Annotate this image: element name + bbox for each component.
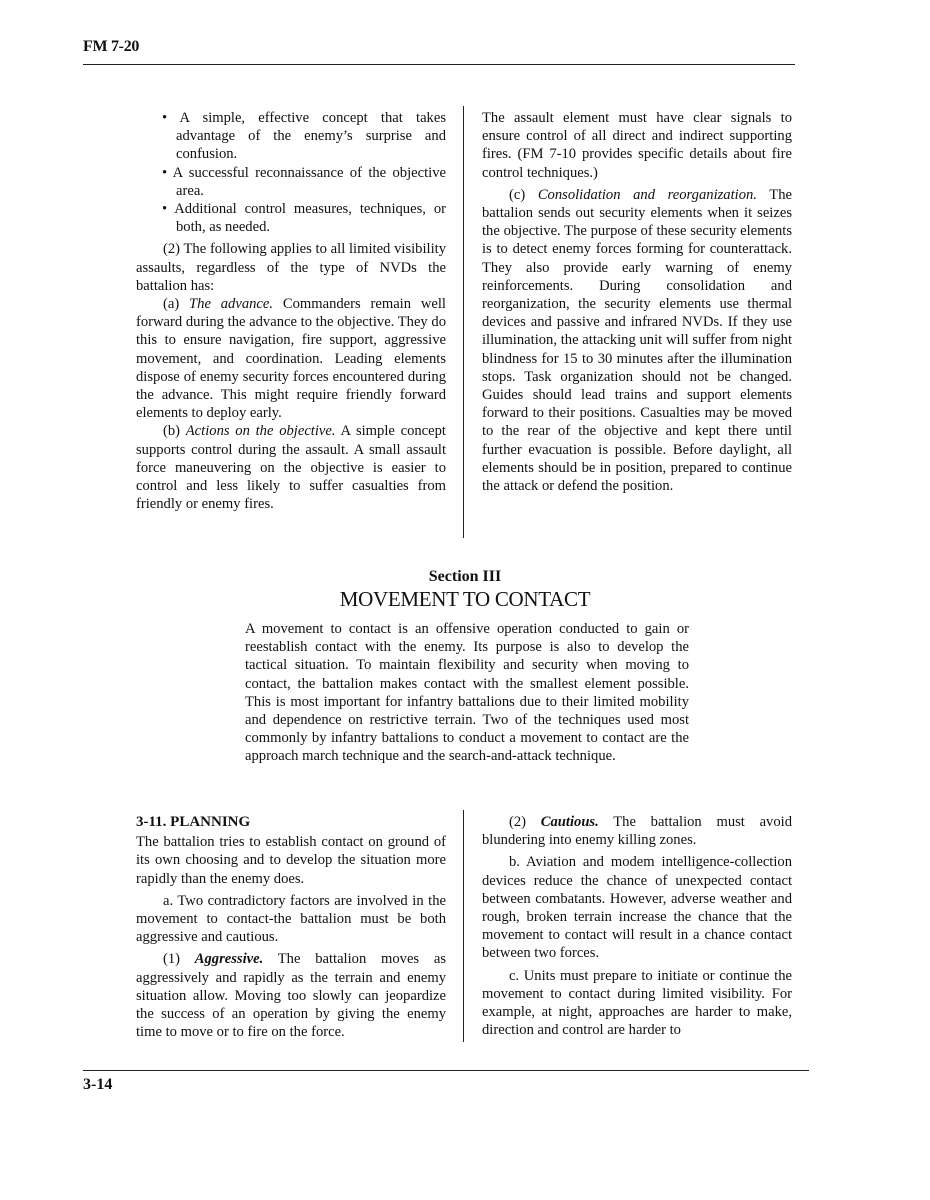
page-number: 3-14 [83,1076,113,1093]
para-label: (2) [509,814,541,830]
section-label: Section III [428,568,502,585]
bullet-item: • A simple, effective concept that takes advantage of the enemy’s surprise and confusion. [162,110,447,163]
para-text: The battalion moves as aggressively and rapidly as the terrain and enemy situation allow. Moving too slowly can jeopardize the success of an operation by giving the enemy time to move or to fire on the force. [136,951,446,1041]
column-divider [463,106,464,538]
bullet-item: • A successful reconnaissance of the objective area. [162,164,446,199]
para-title: Consolidation and reorganization. [537,186,757,203]
paragraph-consolidation [482,186,792,495]
paragraph-advance [136,295,446,422]
para-title: The advance. [189,296,274,313]
paragraph-factors: a. Two contradictory factors are involved in the movement to contact-the battalion must be both aggressive and cautious. [136,892,446,946]
paragraph-heading: 3-11. PLANNING [136,814,251,830]
paragraph-cautious [482,813,792,849]
paragraph-aggressive [136,950,446,1041]
para-text: The battalion sends out security elements when it seizes the objective. The purpose of these security elements is to detect enemy forces forming for counterattack. They also provide early warning of enemy reinforcements. During consolidation and reorganization, the security elements use thermal devices and passive and infrared NVDs. If they use illumination, the attacking unit will suffer from night blindness for 15 to 30 minutes after the illumination stops. Task organization should not be changed. Guides should lead trains and support elements forward to their positions. Casualties may be moved to the rear of the objective and kept there until further evacuation is possible. Before daylight, all elements should be in position, prepared to continue the attack or defend the position. [482,186,792,495]
bullet-text: A simple, effective concept that takes advantage of the enemy’s surprise and confusion. [176,110,447,163]
header-rule [83,64,795,65]
paragraph-signals: The assault element must have clear signals to ensure control of all direct and indirect supporting fires. (FM 7-10 provides specific details about fire control techniques.) [482,110,792,181]
footer-rule [83,1070,809,1071]
column-divider [463,810,464,1042]
para-label: (a) [163,296,190,313]
para-text: A simple concept supports control during the assault. A small assault force maneuvering on the objective is easier to control and less likely to suffer casualties from friendly or enemy fires. [136,423,446,513]
para-title: Aggressive. [194,951,264,968]
para-text: Commanders remain well forward during the advance to the objective. They do this to ensure navigation, fire support, aggressive movement, and coordination. Leading elements dispose of enemy security forces encountered during the advance. This might require friendly forward elements to deploy early. [136,296,446,422]
top-left-column [136,109,446,513]
bottom-left-column [136,813,446,1041]
section-intro: A movement to contact is an offensive operation conducted to gain or reestablish contact with the enemy. Its purpose is also to develop the tactical situation. To maintain flexibility and security when moving to contact, the battalion makes contact with the smallest element possible. This is most important for infantry battalions due to their limited mobility and dependence on restrictive terrain. Two of the techniques used most commonly by infantry battalions to conduct a movement to contact are the approach march technique and the search-and-attack technique. [245,621,689,765]
paragraph-2: (2) The following applies to all limited visibility assaults, regardless of the type of NVDs the battalion has: [136,241,446,294]
paragraph-aviation: b. Aviation and modem intelligence-collection devices reduce the chance of unexpected contact between combatants. However, adverse weather and rough, broken terrain increase the chance that the movement to contact will result in a chance contact between two forces. [482,854,792,962]
section-title: MOVEMENT TO CONTACT [339,587,591,611]
para-title: Cautious. [540,814,599,830]
para-label: (1) [163,951,195,968]
para-label: (b) [163,423,186,440]
paragraph-limited-visibility: c. Units must prepare to initiate or continue the movement to contact during limited visibility. For example, at night, approaches are harder to make, direction and control are harder to [482,967,792,1039]
bullet-item: • Additional control measures, techniques, or both, as needed. [162,201,447,236]
para-text: The battalion must avoid blundering into enemy killing zones. [482,814,793,849]
bullet-text: Additional control measures, techniques, or both, as needed. [174,201,447,236]
top-right-column [482,109,792,495]
para-label: (c) [509,186,538,203]
para-title: Actions on the objective. [185,423,336,440]
paragraph-actions [136,422,446,513]
bottom-right-column [482,813,792,1039]
paragraph-planning: The battalion tries to establish contact on ground of its own choosing and to develop the situation more rapidly than the enemy does. [136,834,446,887]
running-head: FM 7-20 [83,38,140,55]
bullet-text: A successful reconnaissance of the objective area. [172,164,446,199]
